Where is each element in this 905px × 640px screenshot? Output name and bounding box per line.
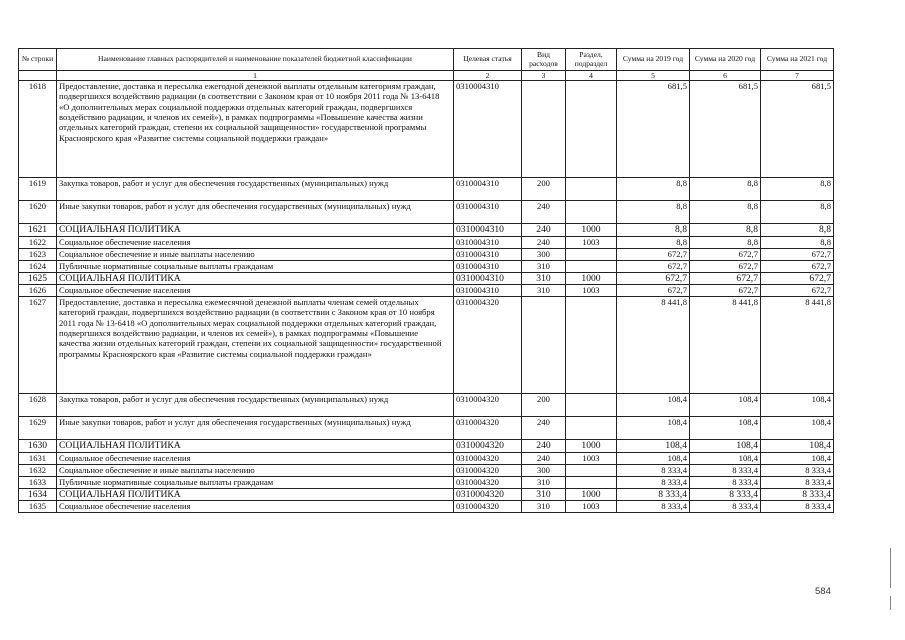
page-number: 584 bbox=[815, 586, 831, 597]
sum-2019: 8,8 bbox=[617, 201, 690, 224]
row-number: 1627 bbox=[19, 297, 57, 394]
row-name: Социальное обеспечение населения bbox=[57, 285, 454, 297]
expense-type: 300 bbox=[522, 464, 566, 476]
table-row bbox=[19, 201, 834, 224]
sum-2021: 8,8 bbox=[761, 178, 834, 201]
section-code bbox=[566, 464, 617, 476]
sum-2021: 8 333,4 bbox=[761, 488, 834, 501]
scan-edge-mark bbox=[890, 548, 891, 588]
row-number: 1621 bbox=[19, 224, 57, 237]
sum-2021: 8,8 bbox=[761, 236, 834, 248]
row-name: Закупка товаров, работ и услуг для обеспечения государственных (муниципальных) нужд bbox=[57, 178, 454, 201]
row-name: Предоставление, доставка и пересылка ежемесячной денежной выплаты членам семей отдельных категорий граждан, подвергшихся воздействию радиации (в соответствии с Законом края от 10 ноября 2011 года № 13-6418 «О дополнительных мерах социальной поддержки отдельных категорий граждан, подвергшихся воздействию радиации, и членов их семей»), в рамках подпрограммы «Повышение качества жизни отдельных категорий граждан, степени их социальной защищенности» государственной программы Красноярского края «Развитие системы социальной поддержки граждан» bbox=[57, 297, 454, 394]
row-number: 1618 bbox=[19, 81, 57, 178]
row-name: Социальное обеспечение населения bbox=[57, 501, 454, 513]
row-name: Иные закупки товаров, работ и услуг для обеспечения государственных (муниципальных) нужд bbox=[57, 417, 454, 440]
target-article: 0310004310 bbox=[454, 224, 522, 237]
sum-2019: 108,4 bbox=[617, 394, 690, 417]
sum-2019: 8,8 bbox=[617, 236, 690, 248]
target-article: 0310004320 bbox=[454, 476, 522, 488]
expense-type: 200 bbox=[522, 394, 566, 417]
row-number: 1634 bbox=[19, 488, 57, 501]
expense-type: 240 bbox=[522, 417, 566, 440]
expense-type: 310 bbox=[522, 260, 566, 272]
section-code: 1000 bbox=[566, 272, 617, 285]
header-sum-2021: Сумма на 2021 год bbox=[761, 49, 834, 71]
expense-type: 310 bbox=[522, 285, 566, 297]
table-row bbox=[19, 394, 834, 417]
header-sum-2020: Сумма на 2020 год bbox=[690, 49, 761, 71]
row-name: Закупка товаров, работ и услуг для обеспечения государственных (муниципальных) нужд bbox=[57, 394, 454, 417]
column-number: 7 bbox=[761, 71, 834, 81]
sum-2021: 108,4 bbox=[761, 417, 834, 440]
target-article: 0310004320 bbox=[454, 417, 522, 440]
sum-2019: 108,4 bbox=[617, 417, 690, 440]
section-code: 1003 bbox=[566, 236, 617, 248]
sum-2020: 8 441,8 bbox=[690, 297, 761, 394]
sum-2021: 8,8 bbox=[761, 201, 834, 224]
table-row bbox=[19, 297, 834, 394]
target-article: 0310004310 bbox=[454, 260, 522, 272]
sum-2020: 8,8 bbox=[690, 178, 761, 201]
target-article: 0310004310 bbox=[454, 285, 522, 297]
column-number-row bbox=[19, 71, 834, 81]
sum-2020: 672,7 bbox=[690, 285, 761, 297]
column-number: 6 bbox=[690, 71, 761, 81]
expense-type bbox=[522, 297, 566, 394]
expense-type: 240 bbox=[522, 201, 566, 224]
sum-2020: 8 333,4 bbox=[690, 464, 761, 476]
table-row bbox=[19, 224, 834, 237]
row-name: СОЦИАЛЬНАЯ ПОЛИТИКА bbox=[57, 440, 454, 453]
header-row bbox=[19, 49, 834, 71]
sum-2021: 108,4 bbox=[761, 440, 834, 453]
target-article: 0310004320 bbox=[454, 464, 522, 476]
table-row bbox=[19, 464, 834, 476]
section-code bbox=[566, 260, 617, 272]
target-article: 0310004310 bbox=[454, 201, 522, 224]
target-article: 0310004320 bbox=[454, 452, 522, 464]
expense-type: 240 bbox=[522, 440, 566, 453]
expense-type: 310 bbox=[522, 488, 566, 501]
table-row bbox=[19, 476, 834, 488]
table-row bbox=[19, 417, 834, 440]
sum-2021: 8,8 bbox=[761, 224, 834, 237]
section-code: 1000 bbox=[566, 440, 617, 453]
sum-2021: 672,7 bbox=[761, 272, 834, 285]
target-article: 0310004310 bbox=[454, 178, 522, 201]
sum-2020: 8,8 bbox=[690, 224, 761, 237]
row-name: Публичные нормативные социальные выплаты гражданам bbox=[57, 260, 454, 272]
row-number: 1632 bbox=[19, 464, 57, 476]
sum-2021: 8 333,4 bbox=[761, 476, 834, 488]
table-row bbox=[19, 178, 834, 201]
sum-2021: 672,7 bbox=[761, 248, 834, 260]
section-code: 1000 bbox=[566, 224, 617, 237]
header-sum-2019: Сумма на 2019 год bbox=[617, 49, 690, 71]
target-article: 0310004320 bbox=[454, 501, 522, 513]
expense-type: 310 bbox=[522, 501, 566, 513]
target-article: 0310004320 bbox=[454, 394, 522, 417]
sum-2020: 108,4 bbox=[690, 394, 761, 417]
sum-2021: 8 441,8 bbox=[761, 297, 834, 394]
sum-2021: 8 333,4 bbox=[761, 501, 834, 513]
sum-2021: 108,4 bbox=[761, 394, 834, 417]
sum-2019: 672,7 bbox=[617, 285, 690, 297]
row-number: 1628 bbox=[19, 394, 57, 417]
table-row bbox=[19, 452, 834, 464]
row-number: 1624 bbox=[19, 260, 57, 272]
sum-2021: 681,5 bbox=[761, 81, 834, 178]
sum-2020: 8,8 bbox=[690, 236, 761, 248]
expense-type: 240 bbox=[522, 236, 566, 248]
sum-2020: 108,4 bbox=[690, 417, 761, 440]
budget-table bbox=[18, 48, 834, 513]
row-number: 1631 bbox=[19, 452, 57, 464]
sum-2020: 108,4 bbox=[690, 440, 761, 453]
sum-2021: 108,4 bbox=[761, 452, 834, 464]
sum-2019: 108,4 bbox=[617, 440, 690, 453]
section-code bbox=[566, 201, 617, 224]
row-number: 1620 bbox=[19, 201, 57, 224]
row-number: 1623 bbox=[19, 248, 57, 260]
sum-2019: 672,7 bbox=[617, 248, 690, 260]
sum-2020: 8 333,4 bbox=[690, 501, 761, 513]
expense-type: 240 bbox=[522, 452, 566, 464]
sum-2019: 8 333,4 bbox=[617, 476, 690, 488]
table-body bbox=[19, 81, 834, 513]
row-name: Социальное обеспечение и иные выплаты населению bbox=[57, 464, 454, 476]
row-number: 1622 bbox=[19, 236, 57, 248]
sum-2019: 8,8 bbox=[617, 224, 690, 237]
column-number: 1 bbox=[57, 71, 454, 81]
row-name: СОЦИАЛЬНАЯ ПОЛИТИКА bbox=[57, 224, 454, 237]
header-section: Раздел, подраздел bbox=[566, 49, 617, 71]
expense-type: 310 bbox=[522, 476, 566, 488]
sum-2019: 108,4 bbox=[617, 452, 690, 464]
column-number: 2 bbox=[454, 71, 522, 81]
sum-2019: 8 441,8 bbox=[617, 297, 690, 394]
row-name: СОЦИАЛЬНАЯ ПОЛИТИКА bbox=[57, 272, 454, 285]
target-article: 0310004310 bbox=[454, 236, 522, 248]
column-number: 3 bbox=[522, 71, 566, 81]
section-code bbox=[566, 81, 617, 178]
sum-2019: 8 333,4 bbox=[617, 464, 690, 476]
sum-2020: 8 333,4 bbox=[690, 476, 761, 488]
expense-type: 300 bbox=[522, 248, 566, 260]
section-code: 1003 bbox=[566, 501, 617, 513]
header-expense-type: Вид расходов bbox=[522, 49, 566, 71]
sum-2021: 672,7 bbox=[761, 260, 834, 272]
section-code: 1003 bbox=[566, 285, 617, 297]
section-code: 1003 bbox=[566, 452, 617, 464]
header-row-no: № строки bbox=[19, 49, 57, 71]
scan-edge-mark bbox=[890, 596, 891, 610]
section-code bbox=[566, 394, 617, 417]
target-article: 0310004320 bbox=[454, 297, 522, 394]
row-number: 1619 bbox=[19, 178, 57, 201]
sum-2020: 108,4 bbox=[690, 452, 761, 464]
table-row bbox=[19, 285, 834, 297]
sum-2021: 672,7 bbox=[761, 285, 834, 297]
sum-2019: 8 333,4 bbox=[617, 488, 690, 501]
row-number: 1630 bbox=[19, 440, 57, 453]
row-name: Социальное обеспечение населения bbox=[57, 236, 454, 248]
row-name: Публичные нормативные социальные выплаты гражданам bbox=[57, 476, 454, 488]
sum-2019: 672,7 bbox=[617, 272, 690, 285]
section-code bbox=[566, 248, 617, 260]
header-target: Целевая статья bbox=[454, 49, 522, 71]
table-row bbox=[19, 248, 834, 260]
sum-2020: 672,7 bbox=[690, 260, 761, 272]
column-number bbox=[19, 71, 57, 81]
row-name: Социальное обеспечение населения bbox=[57, 452, 454, 464]
row-name: Социальное обеспечение и иные выплаты населению bbox=[57, 248, 454, 260]
target-article: 0310004320 bbox=[454, 440, 522, 453]
sum-2021: 8 333,4 bbox=[761, 464, 834, 476]
table-row bbox=[19, 236, 834, 248]
sum-2019: 8 333,4 bbox=[617, 501, 690, 513]
row-name: Иные закупки товаров, работ и услуг для обеспечения государственных (муниципальных) нужд bbox=[57, 201, 454, 224]
table-row bbox=[19, 440, 834, 453]
column-number: 4 bbox=[566, 71, 617, 81]
sum-2020: 8 333,4 bbox=[690, 488, 761, 501]
column-number: 5 bbox=[617, 71, 690, 81]
sum-2019: 681,5 bbox=[617, 81, 690, 178]
row-number: 1635 bbox=[19, 501, 57, 513]
sum-2019: 672,7 bbox=[617, 260, 690, 272]
sum-2020: 8,8 bbox=[690, 201, 761, 224]
header-name: Наименование главных распорядителей и наименование показателей бюджетной классификации bbox=[57, 49, 454, 71]
target-article: 0310004310 bbox=[454, 81, 522, 178]
row-number: 1633 bbox=[19, 476, 57, 488]
section-code bbox=[566, 476, 617, 488]
expense-type: 240 bbox=[522, 224, 566, 237]
sum-2020: 672,7 bbox=[690, 248, 761, 260]
section-code bbox=[566, 178, 617, 201]
target-article: 0310004310 bbox=[454, 272, 522, 285]
row-name: СОЦИАЛЬНАЯ ПОЛИТИКА bbox=[57, 488, 454, 501]
table-row bbox=[19, 81, 834, 178]
section-code bbox=[566, 297, 617, 394]
expense-type: 310 bbox=[522, 272, 566, 285]
row-number: 1626 bbox=[19, 285, 57, 297]
table-row bbox=[19, 501, 834, 513]
target-article: 0310004310 bbox=[454, 248, 522, 260]
row-name: Предоставление, доставка и пересылка ежегодной денежной выплаты отдельным категориям граждан, подвергшихся воздействию радиации (в соответствии с Законом края от 10 ноября 2011 года № 13-6418 «О дополнительных мерах социальной поддержки отдельных категорий граждан, подвергшихся воздействию радиации, и членов их семей»), в рамках подпрограммы «Повышение качества жизни отдельных категорий граждан, степени их социальной защищенности» государственной программы Красноярского края «Развитие системы социальной поддержки граждан» bbox=[57, 81, 454, 178]
section-code bbox=[566, 417, 617, 440]
expense-type bbox=[522, 81, 566, 178]
section-code: 1000 bbox=[566, 488, 617, 501]
table-row bbox=[19, 272, 834, 285]
table-row bbox=[19, 260, 834, 272]
sum-2019: 8,8 bbox=[617, 178, 690, 201]
target-article: 0310004320 bbox=[454, 488, 522, 501]
table-row bbox=[19, 488, 834, 501]
sum-2020: 681,5 bbox=[690, 81, 761, 178]
row-number: 1625 bbox=[19, 272, 57, 285]
sum-2020: 672,7 bbox=[690, 272, 761, 285]
row-number: 1629 bbox=[19, 417, 57, 440]
expense-type: 200 bbox=[522, 178, 566, 201]
